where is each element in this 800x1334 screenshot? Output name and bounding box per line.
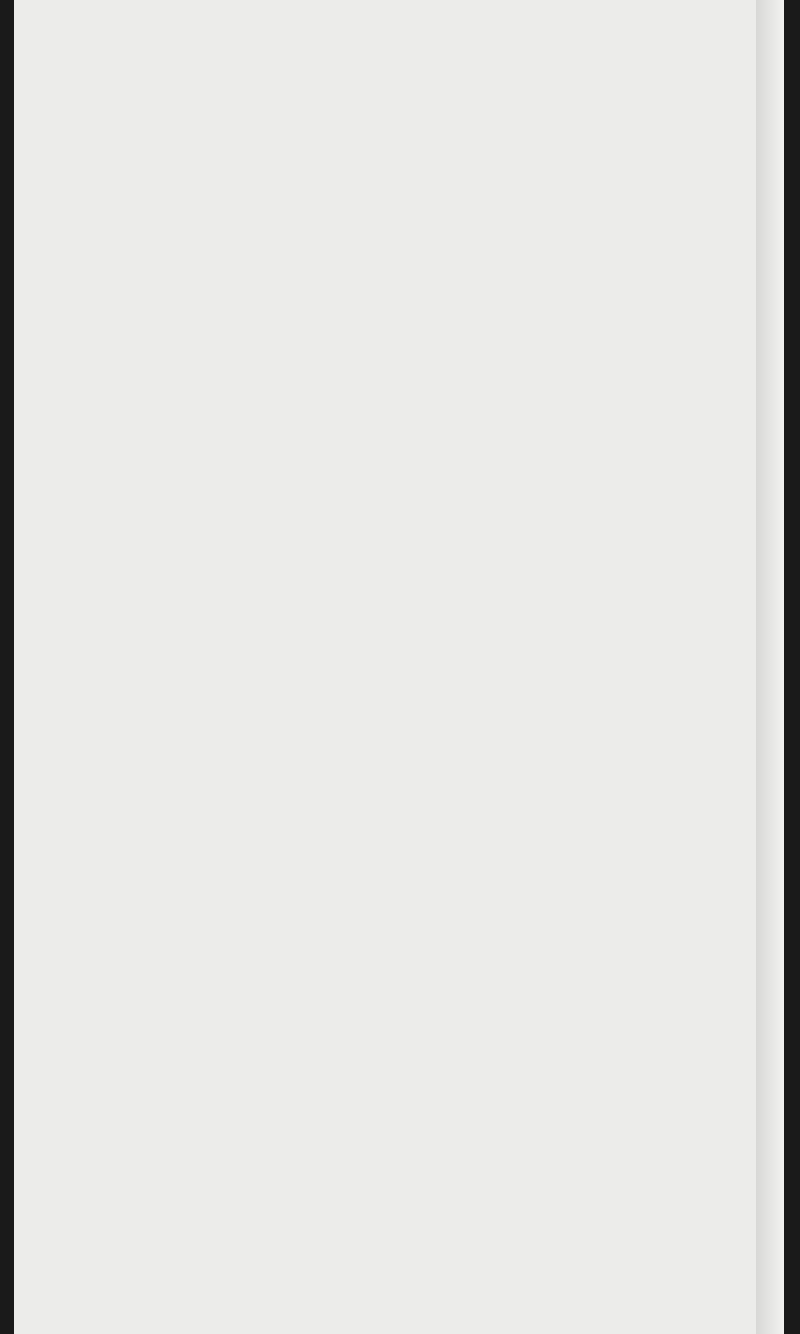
fleuron-row-bottom	[70, 124, 720, 162]
chain-border	[70, 96, 720, 118]
book-page	[14, 0, 784, 1334]
page-edge	[756, 0, 784, 1334]
fleuron-row-top	[70, 48, 720, 86]
fleuron-ornament-band	[70, 48, 720, 178]
